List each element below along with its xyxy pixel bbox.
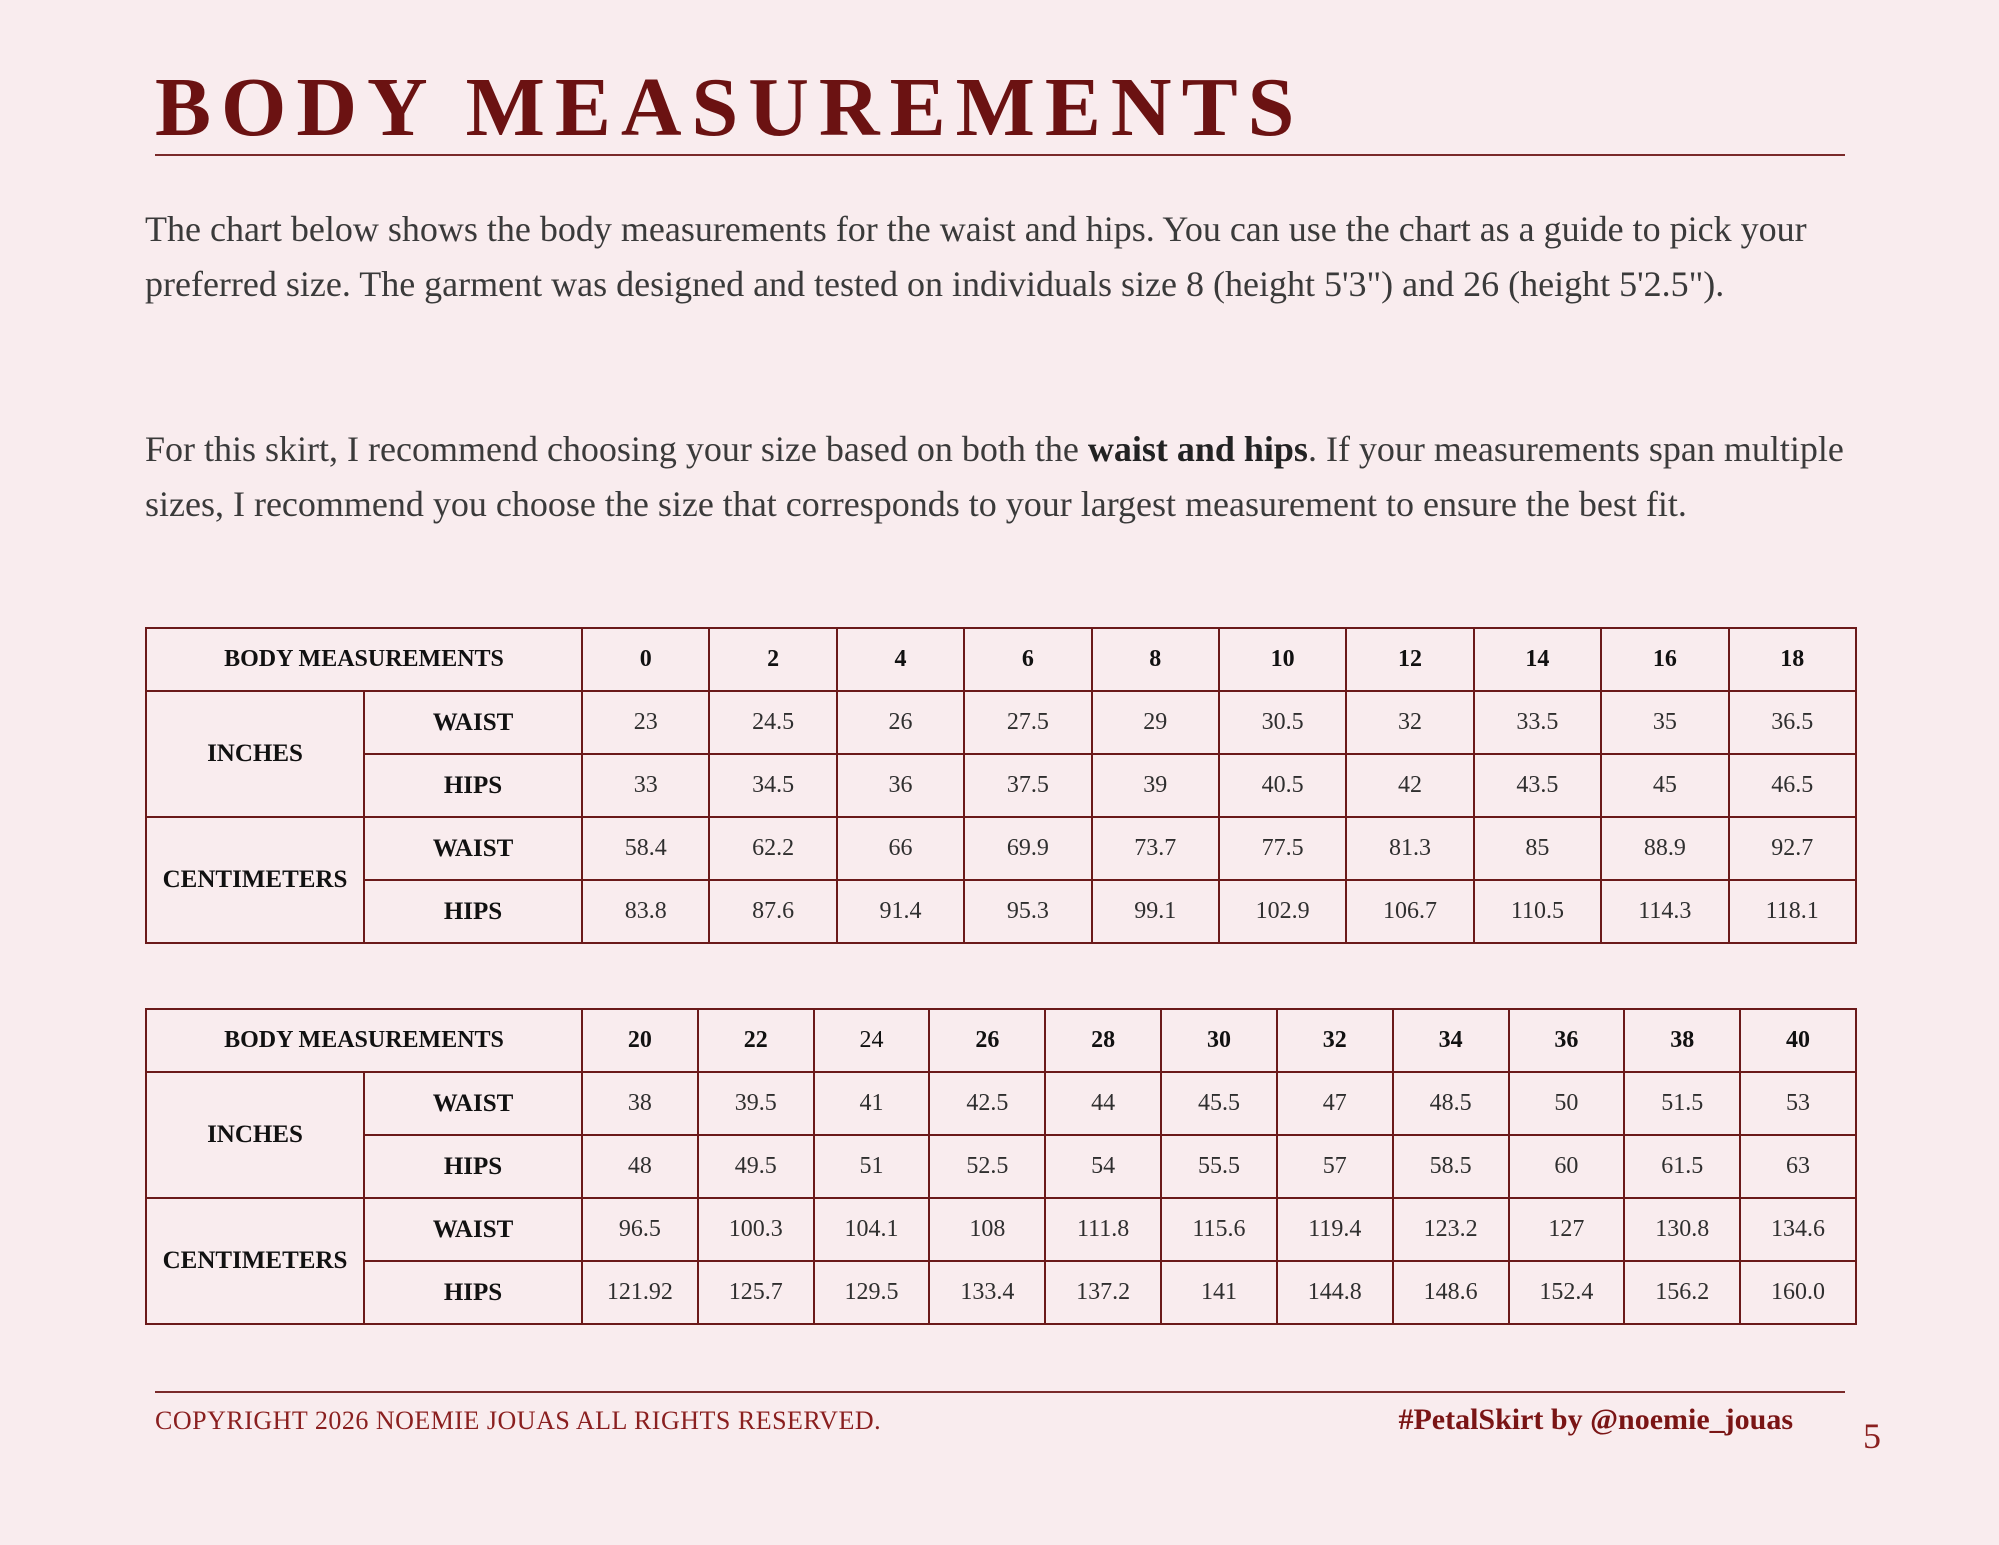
measurement-cell: 37.5 bbox=[964, 754, 1091, 817]
measurement-cell: 58.5 bbox=[1393, 1135, 1509, 1198]
size-header-cell: 4 bbox=[837, 628, 964, 691]
measurement-cell: 85 bbox=[1474, 817, 1601, 880]
row-label-waist: WAIST bbox=[364, 817, 582, 880]
measurement-cell: 106.7 bbox=[1346, 880, 1473, 943]
intro-p2-bold: waist and hips bbox=[1087, 429, 1308, 469]
measurement-cell: 23 bbox=[582, 691, 709, 754]
measurement-cell: 43.5 bbox=[1474, 754, 1601, 817]
row-label-waist: WAIST bbox=[364, 1198, 582, 1261]
measurement-cell: 110.5 bbox=[1474, 880, 1601, 943]
measurement-cell: 141 bbox=[1161, 1261, 1277, 1324]
measurement-cell: 46.5 bbox=[1729, 754, 1856, 817]
measurement-cell: 92.7 bbox=[1729, 817, 1856, 880]
measurement-cell: 111.8 bbox=[1045, 1198, 1161, 1261]
measurement-cell: 115.6 bbox=[1161, 1198, 1277, 1261]
row-label-hips: HIPS bbox=[364, 1135, 582, 1198]
size-header-cell: 20 bbox=[582, 1009, 698, 1072]
row-label-waist: WAIST bbox=[364, 1072, 582, 1135]
measurement-cell: 51.5 bbox=[1624, 1072, 1740, 1135]
measurement-cell: 63 bbox=[1740, 1135, 1856, 1198]
measurement-cell: 108 bbox=[929, 1198, 1045, 1261]
table-header-row bbox=[146, 628, 1856, 691]
measurement-cell: 45.5 bbox=[1161, 1072, 1277, 1135]
measurement-cell: 87.6 bbox=[709, 880, 836, 943]
measurement-cell: 55.5 bbox=[1161, 1135, 1277, 1198]
measurement-cell: 134.6 bbox=[1740, 1198, 1856, 1261]
table-row bbox=[146, 754, 1856, 817]
row-label-waist: WAIST bbox=[364, 691, 582, 754]
measurement-cell: 35 bbox=[1601, 691, 1728, 754]
size-header-cell: 30 bbox=[1161, 1009, 1277, 1072]
title-divider bbox=[155, 154, 1845, 156]
measurement-cell: 129.5 bbox=[814, 1261, 930, 1324]
measurement-cell: 121.92 bbox=[582, 1261, 698, 1324]
measurement-cell: 152.4 bbox=[1509, 1261, 1625, 1324]
size-header-cell: 12 bbox=[1346, 628, 1473, 691]
size-table-2 bbox=[145, 1008, 1857, 1325]
measurement-cell: 88.9 bbox=[1601, 817, 1728, 880]
size-header-cell: 10 bbox=[1219, 628, 1346, 691]
measurement-cell: 57 bbox=[1277, 1135, 1393, 1198]
measurement-cell: 83.8 bbox=[582, 880, 709, 943]
measurement-cell: 58.4 bbox=[582, 817, 709, 880]
measurement-cell: 118.1 bbox=[1729, 880, 1856, 943]
measurement-cell: 38 bbox=[582, 1072, 698, 1135]
intro-p2-end: . If your measurements span multiple sizes, I recommend you choose the size that corresponds to your largest measurement to ensure the best fit. bbox=[145, 429, 1844, 524]
measurement-cell: 32 bbox=[1346, 691, 1473, 754]
measurement-cell: 47 bbox=[1277, 1072, 1393, 1135]
group-centimeters: CENTIMETERS bbox=[146, 1198, 364, 1324]
size-header-cell: 38 bbox=[1624, 1009, 1740, 1072]
measurement-cell: 42.5 bbox=[929, 1072, 1045, 1135]
measurement-cell: 29 bbox=[1092, 691, 1219, 754]
size-header-cell: 28 bbox=[1045, 1009, 1161, 1072]
measurement-cell: 36.5 bbox=[1729, 691, 1856, 754]
size-header-cell: 18 bbox=[1729, 628, 1856, 691]
measurement-cell: 30.5 bbox=[1219, 691, 1346, 754]
measurement-cell: 48.5 bbox=[1393, 1072, 1509, 1135]
header-label: BODY MEASUREMENTS bbox=[146, 628, 582, 691]
table-row bbox=[146, 817, 1856, 880]
table-row bbox=[146, 1261, 1856, 1324]
intro-p2-start: For this skirt, I recommend choosing your size based on both the bbox=[145, 429, 1088, 469]
measurement-cell: 51 bbox=[814, 1135, 930, 1198]
measurement-cell: 95.3 bbox=[964, 880, 1091, 943]
measurement-cell: 66 bbox=[837, 817, 964, 880]
measurement-cell: 39 bbox=[1092, 754, 1219, 817]
copyright-text: COPYRIGHT 2026 NOEMIE JOUAS ALL RIGHTS RESERVED. bbox=[155, 1406, 882, 1435]
measurement-cell: 133.4 bbox=[929, 1261, 1045, 1324]
size-header-cell: 0 bbox=[582, 628, 709, 691]
header-label: BODY MEASUREMENTS bbox=[146, 1009, 582, 1072]
size-header-cell: 36 bbox=[1509, 1009, 1625, 1072]
size-header-cell: 8 bbox=[1092, 628, 1219, 691]
measurement-cell: 137.2 bbox=[1045, 1261, 1161, 1324]
measurement-cell: 102.9 bbox=[1219, 880, 1346, 943]
measurement-cell: 36 bbox=[837, 754, 964, 817]
page-number: 5 bbox=[1863, 1416, 1881, 1456]
group-inches: INCHES bbox=[146, 1072, 364, 1198]
measurement-cell: 54 bbox=[1045, 1135, 1161, 1198]
table-row bbox=[146, 691, 1856, 754]
measurement-cell: 27.5 bbox=[964, 691, 1091, 754]
measurement-cell: 44 bbox=[1045, 1072, 1161, 1135]
measurement-cell: 114.3 bbox=[1601, 880, 1728, 943]
size-header-cell: 34 bbox=[1393, 1009, 1509, 1072]
row-label-hips: HIPS bbox=[364, 880, 582, 943]
measurement-cell: 125.7 bbox=[698, 1261, 814, 1324]
size-header-cell: 40 bbox=[1740, 1009, 1856, 1072]
measurement-cell: 45 bbox=[1601, 754, 1728, 817]
size-header-cell: 6 bbox=[964, 628, 1091, 691]
table-row bbox=[146, 880, 1856, 943]
measurement-cell: 130.8 bbox=[1624, 1198, 1740, 1261]
intro-paragraph-1: The chart below shows the body measurements for the waist and hips. You can use the chart as a guide to pick your preferred size. The garment was designed and tested on individuals size 8 (height 5'3") and 26 (height 5'2.5"). bbox=[145, 209, 1807, 304]
measurement-cell: 50 bbox=[1509, 1072, 1625, 1135]
measurement-cell: 34.5 bbox=[709, 754, 836, 817]
intro-paragraph-2 bbox=[145, 422, 1865, 532]
size-header-cell: 22 bbox=[698, 1009, 814, 1072]
hashtag-handle: #PetalSkirt by @noemie_jouas bbox=[1398, 1403, 1793, 1436]
size-header-cell: 24 bbox=[814, 1009, 930, 1072]
table-row bbox=[146, 1072, 1856, 1135]
measurement-cell: 49.5 bbox=[698, 1135, 814, 1198]
measurement-cell: 81.3 bbox=[1346, 817, 1473, 880]
page-title: BODY MEASUREMENTS bbox=[155, 61, 1305, 154]
row-label-hips: HIPS bbox=[364, 754, 582, 817]
measurement-cell: 40.5 bbox=[1219, 754, 1346, 817]
measurement-cell: 156.2 bbox=[1624, 1261, 1740, 1324]
measurement-cell: 119.4 bbox=[1277, 1198, 1393, 1261]
measurement-cell: 127 bbox=[1509, 1198, 1625, 1261]
measurement-cell: 144.8 bbox=[1277, 1261, 1393, 1324]
measurement-cell: 148.6 bbox=[1393, 1261, 1509, 1324]
measurement-cell: 69.9 bbox=[964, 817, 1091, 880]
footer-divider bbox=[155, 1391, 1845, 1393]
size-header-cell: 2 bbox=[709, 628, 836, 691]
table-row bbox=[146, 1135, 1856, 1198]
size-table-1 bbox=[145, 627, 1857, 944]
measurement-cell: 77.5 bbox=[1219, 817, 1346, 880]
measurement-cell: 104.1 bbox=[814, 1198, 930, 1261]
size-header-cell: 16 bbox=[1601, 628, 1728, 691]
measurement-cell: 99.1 bbox=[1092, 880, 1219, 943]
measurement-cell: 26 bbox=[837, 691, 964, 754]
measurement-cell: 160.0 bbox=[1740, 1261, 1856, 1324]
table-row bbox=[146, 1198, 1856, 1261]
row-label-hips: HIPS bbox=[364, 1261, 582, 1324]
measurement-cell: 53 bbox=[1740, 1072, 1856, 1135]
measurement-cell: 61.5 bbox=[1624, 1135, 1740, 1198]
measurement-cell: 48 bbox=[582, 1135, 698, 1198]
measurement-cell: 39.5 bbox=[698, 1072, 814, 1135]
measurement-cell: 33 bbox=[582, 754, 709, 817]
measurement-cell: 24.5 bbox=[709, 691, 836, 754]
measurement-cell: 123.2 bbox=[1393, 1198, 1509, 1261]
measurement-cell: 41 bbox=[814, 1072, 930, 1135]
measurement-cell: 100.3 bbox=[698, 1198, 814, 1261]
group-centimeters: CENTIMETERS bbox=[146, 817, 364, 943]
measurement-cell: 73.7 bbox=[1092, 817, 1219, 880]
measurement-cell: 96.5 bbox=[582, 1198, 698, 1261]
table-header-row bbox=[146, 1009, 1856, 1072]
size-header-cell: 32 bbox=[1277, 1009, 1393, 1072]
measurement-cell: 91.4 bbox=[837, 880, 964, 943]
measurement-cell: 42 bbox=[1346, 754, 1473, 817]
measurement-cell: 60 bbox=[1509, 1135, 1625, 1198]
size-header-cell: 26 bbox=[929, 1009, 1045, 1072]
group-inches: INCHES bbox=[146, 691, 364, 817]
measurement-cell: 62.2 bbox=[709, 817, 836, 880]
size-header-cell: 14 bbox=[1474, 628, 1601, 691]
measurement-cell: 52.5 bbox=[929, 1135, 1045, 1198]
measurement-cell: 33.5 bbox=[1474, 691, 1601, 754]
